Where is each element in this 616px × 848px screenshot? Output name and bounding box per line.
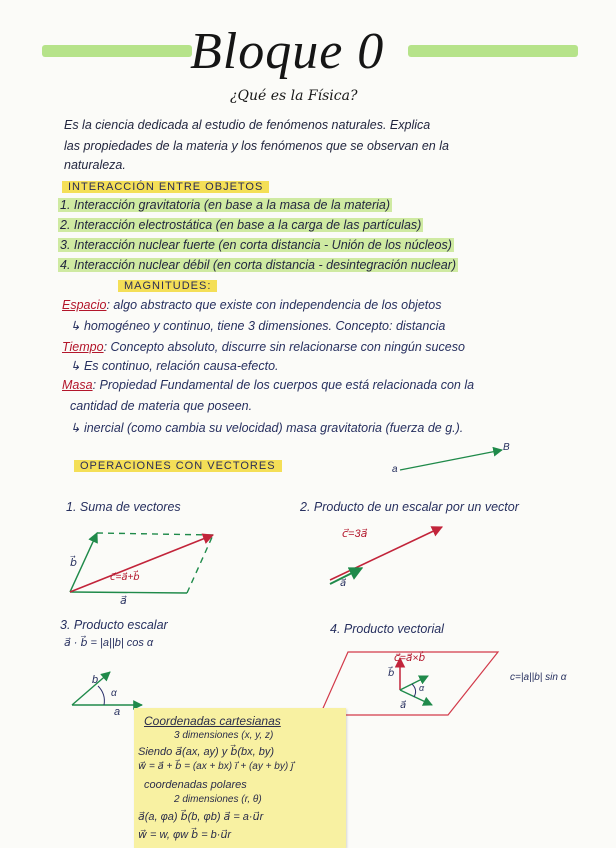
- ab-label-a: a: [392, 464, 398, 475]
- scalar-eq: c⃗=3a⃗: [342, 528, 368, 540]
- vector-ab: [400, 450, 502, 470]
- masa-def-2: cantidad de materia que poseen.: [70, 399, 253, 413]
- tiempo-def: : Concepto absoluto, discurre sin relacionarse con ningún suceso: [103, 340, 465, 354]
- dot-label-b: b: [92, 674, 99, 686]
- interaction-item-3-text: 3. Interacción nuclear fuerte (en corta distancia - Unión de los núcleos): [60, 238, 452, 252]
- sum-dashed-top: [97, 533, 213, 535]
- scalar-title: 2. Producto de un escalar por un vector: [300, 500, 519, 514]
- ab-label-b: B: [503, 442, 510, 453]
- espacio-sub: ↳ homogéneo y continuo, tiene 3 dimensiones. Concepto: distancia: [70, 319, 446, 333]
- espacio-def: : algo abstracto que existe con independencia de los objetos: [106, 298, 442, 312]
- page-subtitle: ¿Qué es la Física?: [230, 88, 358, 104]
- espacio-label: Espacio: [62, 298, 107, 312]
- intro-line-3: naturaleza.: [64, 158, 126, 172]
- sum-result-label: c⃗=a⃗+b⃗: [110, 572, 140, 583]
- vector-ops-heading: OPERACIONES CON VECTORES: [74, 460, 282, 472]
- page-title: Bloque 0: [190, 23, 385, 80]
- dot-angle-arc: [98, 686, 104, 705]
- sum-label-a: a⃗: [120, 595, 127, 607]
- interaction-item-4-text: 4. Interacción nuclear débil (en corta distancia - desintegración nuclear): [60, 258, 457, 272]
- postit-line-2: 3 dimensiones (x, y, z): [174, 730, 274, 741]
- postit-line-5: coordenadas polares: [144, 779, 247, 791]
- masa-sub: ↳ inercial (como cambia su velocidad) masa gravitatoria (fuerza de g.).: [70, 421, 464, 435]
- postit-line-4: w⃗ = a⃗ + b⃗ = (ax + bx) i⃗ + (ay + by) j⃗: [138, 761, 294, 772]
- cross-label-b: b⃗: [388, 668, 395, 679]
- dot-label-alpha: α: [111, 688, 117, 699]
- dot-label-a: a: [114, 706, 121, 718]
- interaction-item-1-text: 1. Interacción gravitatoria (en base a la masa de la materia): [60, 198, 391, 212]
- sum-label-b: b⃗: [70, 557, 77, 569]
- magnitudes-heading: MAGNITUDES:: [118, 280, 217, 292]
- tiempo-label: Tiempo: [62, 340, 104, 354]
- coordinates-postit: [134, 708, 346, 848]
- postit-line-8: w⃗ = w, φw b⃗ = b·u⃗r: [138, 829, 232, 841]
- interactions-heading: INTERACCIÓN ENTRE OBJETOS: [62, 181, 269, 193]
- dot-title: 3. Producto escalar: [60, 618, 168, 632]
- masa-def: : Propiedad Fundamental de los cuerpos que está relacionada con la: [92, 378, 475, 392]
- cross-mag: c=|a||b| sin α: [510, 672, 567, 683]
- postit-line-3: Siendo a⃗(ax, ay) y b⃗(bx, by): [138, 746, 274, 758]
- cross-eq: c⃗=a⃗×b⃗: [394, 652, 426, 664]
- interaction-item-2-text: 2. Interacción electrostática (en base a la carga de las partículas): [60, 218, 422, 232]
- sum-vector-a: [70, 592, 187, 593]
- intro-line-2: las propiedades de la materia y los fenómenos que se observan en la: [64, 139, 449, 153]
- postit-line-6: 2 dimensiones (r, θ): [174, 794, 262, 805]
- cross-title: 4. Producto vectorial: [330, 622, 444, 636]
- dot-eq: a⃗ · b⃗ = |a||b| cos α: [64, 637, 154, 649]
- postit-line-1: Coordenadas cartesianas: [144, 714, 281, 728]
- cross-label-alpha: α: [419, 683, 425, 693]
- tiempo-sub: ↳ Es continuo, relación causa-efecto.: [70, 359, 279, 373]
- cross-angle-arc: [412, 684, 416, 697]
- scalar-label: a⃗: [340, 578, 347, 589]
- intro-line-1: Es la ciencia dedicada al estudio de fenómenos naturales. Explica: [64, 118, 431, 132]
- cross-label-a: a⃗: [400, 700, 407, 711]
- postit-line-7: a⃗(a, φa) b⃗(b, φb) a⃗ = a·u⃗r: [138, 811, 264, 823]
- masa-label: Masa: [62, 378, 93, 392]
- sum-title: 1. Suma de vectores: [66, 500, 181, 514]
